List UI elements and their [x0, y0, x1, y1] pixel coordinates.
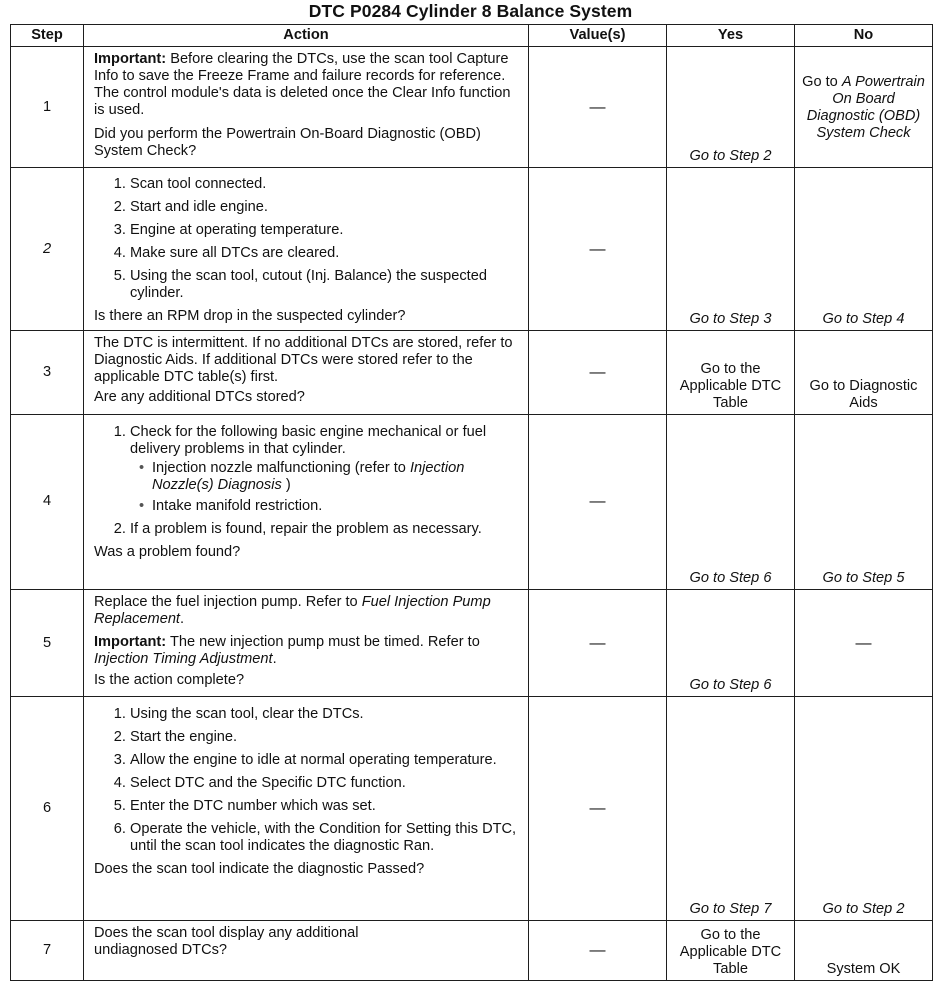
- yes-cell: Go to Step 6: [667, 414, 795, 589]
- list-item: 3. Allow the engine to idle at normal operating temperature.: [130, 752, 518, 769]
- list-item: 1. Scan tool connected.: [130, 176, 518, 193]
- header-values: Value(s): [529, 25, 667, 47]
- bullet-item: • Injection nozzle malfunctioning (refer to Injection Nozzle(s) Diagnosis ): [152, 460, 518, 494]
- list-item: 5. Enter the DTC number which was set.: [130, 798, 518, 815]
- table-row: [11, 47, 933, 168]
- yes-cell: Go to Step 2: [667, 47, 795, 168]
- step-number: 5: [11, 590, 84, 697]
- list-item: 2. Start and idle engine.: [130, 199, 518, 216]
- list-item: 1. Check for the following basic engine mechanical or fuel delivery problems in that cylinder. • Injection nozzle malfunctioning (refer to Injection Nozzle(s) Diagnosis ) • Intake manifold restriction.: [130, 424, 518, 515]
- step-number: 4: [11, 414, 84, 589]
- list-item: 6. Operate the vehicle, with the Condition for Setting this DTC, until the scan tool indicates the diagnostic Ran.: [130, 821, 518, 855]
- question: Are any additional DTCs stored?: [94, 389, 305, 406]
- yes-cell: Go to the Applicable DTC Table: [667, 920, 795, 980]
- no-cell: System OK: [795, 920, 933, 980]
- step-number: 1: [11, 47, 84, 168]
- table-row: [11, 414, 933, 589]
- value-cell: —: [529, 47, 667, 168]
- table-row: [11, 920, 933, 980]
- note-text: Replace the fuel injection pump. Refer to Fuel Injection Pump Replacement.: [94, 594, 491, 628]
- question: Is the action complete?: [94, 672, 245, 689]
- no-cell: —: [795, 590, 933, 697]
- action-cell: [84, 696, 529, 920]
- header-step: Step: [11, 25, 84, 47]
- step-number: 2: [11, 168, 84, 331]
- no-cell: Go to A Powertrain On Board Diagnostic (OBD) System Check: [795, 47, 933, 168]
- action-cell: [84, 920, 529, 980]
- table-row: [11, 696, 933, 920]
- value-cell: —: [529, 331, 667, 415]
- no-cell: Go to Step 4: [795, 168, 933, 331]
- list-item: 2. If a problem is found, repair the problem as necessary.: [130, 521, 518, 538]
- value-cell: —: [529, 920, 667, 980]
- yes-cell: Go to the Applicable DTC Table: [667, 331, 795, 415]
- value-cell: —: [529, 414, 667, 589]
- list-item: 5. Using the scan tool, cutout (Inj. Balance) the suspected cylinder.: [130, 268, 518, 302]
- no-cell: Go to Diagnostic Aids: [795, 331, 933, 415]
- table-row: [11, 331, 933, 415]
- step-number: 3: [11, 331, 84, 415]
- no-cell: Go to Step 2: [795, 696, 933, 920]
- important-note: Important: The new injection pump must be timed. Refer to Injection Timing Adjustment.: [94, 634, 480, 668]
- yes-cell: Go to Step 6: [667, 590, 795, 697]
- value-cell: —: [529, 168, 667, 331]
- action-cell: [84, 168, 529, 331]
- action-cell: [84, 47, 529, 168]
- step-number: 7: [11, 920, 84, 980]
- yes-cell: Go to Step 7: [667, 696, 795, 920]
- note-text: The DTC is intermittent. If no additional DTCs are stored, refer to Diagnostic Aids. If additional DTCs were stored refer to the applicable DTC table(s) first.: [94, 335, 513, 386]
- list-item: 4. Select DTC and the Specific DTC function.: [130, 775, 518, 792]
- list-item: 1. Using the scan tool, clear the DTCs.: [130, 706, 518, 723]
- header-no: No: [795, 25, 933, 47]
- action-cell: [84, 590, 529, 697]
- page-title: DTC P0284 Cylinder 8 Balance System: [308, 1, 633, 21]
- list-item: 3. Engine at operating temperature.: [130, 222, 518, 239]
- diagnostic-table: [10, 24, 933, 981]
- list-item: 4. Make sure all DTCs are cleared.: [130, 245, 518, 262]
- action-cell: [84, 414, 529, 589]
- action-cell: [84, 331, 529, 415]
- question: Did you perform the Powertrain On-Board Diagnostic (OBD) System Check?: [94, 126, 481, 160]
- header-action: Action: [84, 25, 529, 47]
- question: Does the scan tool indicate the diagnostic Passed?: [94, 860, 425, 877]
- question: Does the scan tool display any additional undiagnosed DTCs?: [94, 924, 359, 958]
- value-cell: —: [529, 590, 667, 697]
- step-number: 6: [11, 696, 84, 920]
- question: Was a problem found?: [94, 543, 241, 560]
- no-cell: Go to Step 5: [795, 414, 933, 589]
- header-yes: Yes: [667, 25, 795, 47]
- question: Is there an RPM drop in the suspected cylinder?: [94, 308, 406, 325]
- value-cell: —: [529, 696, 667, 920]
- yes-cell: Go to Step 3: [667, 168, 795, 331]
- bullet-item: • Intake manifold restriction.: [152, 498, 518, 515]
- list-item: 2. Start the engine.: [130, 729, 518, 746]
- header-row: [11, 25, 933, 47]
- important-note: Important: Before clearing the DTCs, use the scan tool Capture Info to save the Freeze Frame and failure records for reference. The control module's data is deleted once the Clear Info function is used.: [94, 51, 511, 119]
- table-row: [11, 168, 933, 331]
- table-row: [11, 590, 933, 697]
